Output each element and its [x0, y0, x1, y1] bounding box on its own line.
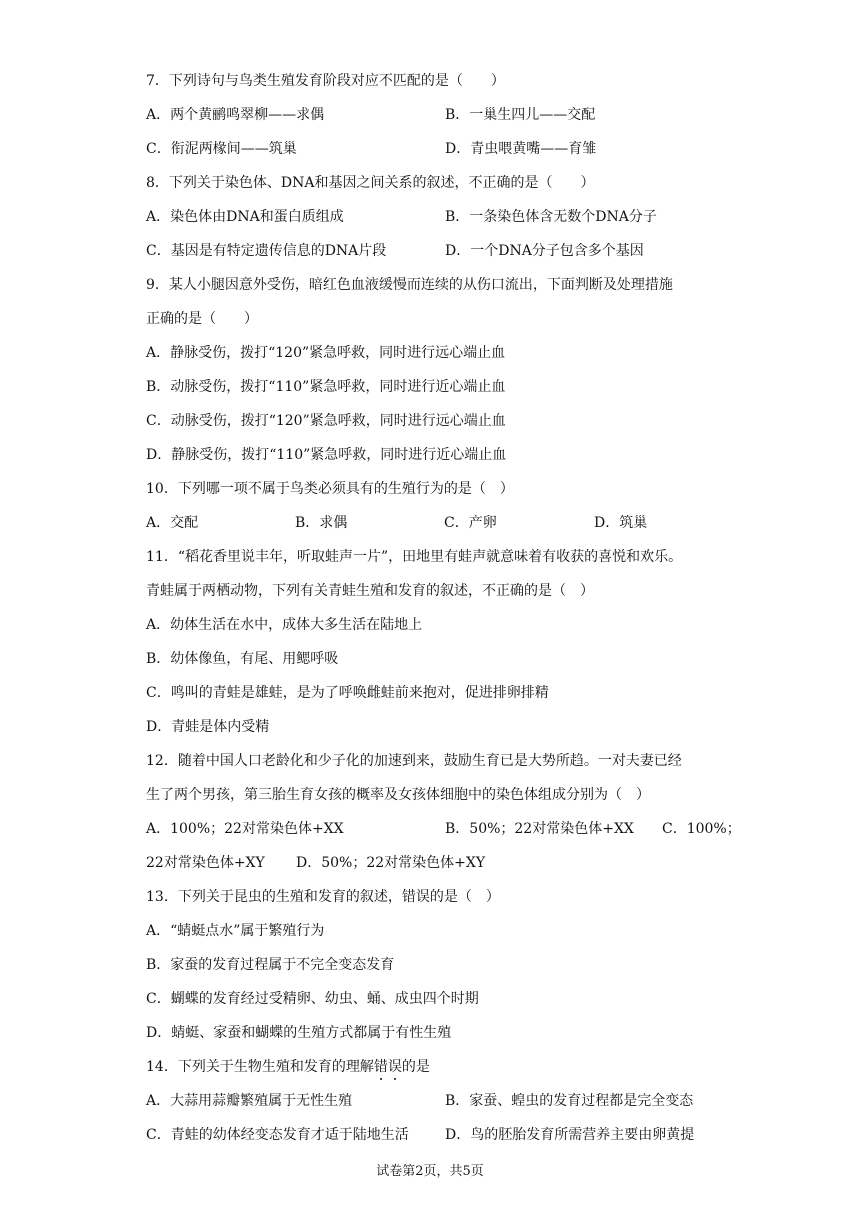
option-c-part2: 22对常染色体+XY [146, 855, 265, 871]
option-a: A．100%；22对常染色体+XX [146, 821, 344, 837]
question-13-option-b: B．家蚕的发育过程属于不完全变态发育 [146, 957, 395, 973]
question-8-options-row2 [146, 241, 746, 261]
question-9-option-d: D．静脉受伤，拨打“110”紧急呼救，同时进行近心端止血 [146, 447, 507, 463]
option-d: D．鸟的胚胎发育所需营养主要由卵黄提 [445, 1127, 695, 1143]
option-d: D．一个DNA分子包含多个基因 [445, 243, 644, 259]
option-a: A．染色体由DNA和蛋白质组成 [146, 209, 344, 225]
option-d: D．50%；22对常染色体+XY [296, 855, 486, 871]
question-7-stem: 7．下列诗句与鸟类生殖发育阶段对应不匹配的是（ ） [146, 73, 505, 89]
question-11-stem-line1: 11．“稻花香里说丰年，听取蛙声一片”，田地里有蛙声就意味着有收获的喜悦和欢乐。 [146, 549, 683, 565]
question-8-options-row1 [146, 207, 746, 227]
emphasis-char: 误 [387, 1059, 402, 1075]
question-10-options [146, 513, 746, 533]
question-10-stem: 10．下列哪一项不属于鸟类必须具有的生殖行为的是（ ） [146, 481, 514, 497]
option-b: B．一巢生四儿——交配 [445, 107, 596, 123]
question-11-option-d: D．青蛙是体内受精 [146, 719, 270, 735]
option-c-part1: C．100%； [662, 821, 741, 837]
question-11-option-a: A．幼体生活在水中，成体大多生活在陆地上 [146, 617, 423, 633]
option-a: A．交配 [146, 515, 199, 531]
option-c: C．青蛙的幼体经变态发育才适于陆地生活 [146, 1127, 409, 1143]
question-14-options-row1 [146, 1091, 746, 1111]
question-9-stem-line2: 正确的是（ ） [146, 311, 258, 327]
question-11-stem-line2: 青蛙属于两栖动物，下列有关青蛙生殖和发育的叙述，不正确的是（ ） [146, 583, 594, 599]
question-12-options-row2 [146, 853, 746, 873]
question-12-stem-line1: 12．随着中国人口老龄化和少子化的加速到来，鼓励生育已是大势所趋。一对夫妻已经 [146, 753, 682, 769]
question-9-option-a: A．静脉受伤，拨打“120”紧急呼救，同时进行远心端止血 [146, 345, 506, 361]
question-12-options-row1 [146, 819, 746, 839]
option-c: C．衔泥两椽间——筑巢 [146, 141, 297, 157]
option-b: B．家蚕、蝗虫的发育过程都是完全变态 [445, 1093, 694, 1109]
question-13-option-c: C．蝴蝶的发育经过受精卵、幼虫、蛹、成虫四个时期 [146, 991, 479, 1007]
question-12-stem-line2: 生了两个男孩，第三胎生育女孩的概率及女孩体细胞中的染色体组成分别为（ ） [146, 787, 650, 803]
option-b: B．一条染色体含无数个DNA分子 [445, 209, 657, 225]
option-a: A．大蒜用蒜瓣繁殖属于无性生殖 [146, 1093, 353, 1109]
option-d: D．筑巢 [594, 515, 648, 531]
option-b: B．50%；22对常染色体+XX [445, 821, 634, 837]
question-7-options-row2 [146, 139, 746, 159]
question-9-option-c: C．动脉受伤，拨打“120”紧急呼救，同时进行远心端止血 [146, 413, 506, 429]
question-8-stem: 8．下列关于染色体、DNA和基因之间关系的叙述，不正确的是（ ） [146, 175, 595, 191]
question-9-option-b: B．动脉受伤，拨打“110”紧急呼救，同时进行近心端止血 [146, 379, 506, 395]
question-14-stem-pre: 14．下列关于生物生殖和发育的理解 [146, 1059, 374, 1075]
option-d: D．青虫喂黄嘴——育雏 [445, 141, 597, 157]
option-a: A．两个黄鹂鸣翠柳——求偶 [146, 107, 325, 123]
question-9-stem-line1: 9．某人小腿因意外受伤，暗红色血液缓慢而连续的从伤口流出，下面判断及处理措施 [146, 277, 673, 293]
option-c: C．基因是有特定遗传信息的DNA片段 [146, 243, 387, 259]
page-footer: 试卷第2页，共5页 [376, 1164, 484, 1179]
question-7-options-row1 [146, 105, 746, 125]
emphasis-char: 错 [373, 1059, 388, 1075]
question-13-option-d: D．蜻蜓、家蚕和蝴蝶的生殖方式都属于有性生殖 [146, 1025, 452, 1041]
question-11-option-b: B．幼体像鱼，有尾、用鳃呼吸 [146, 651, 339, 667]
question-13-stem: 13．下列关于昆虫的生殖和发育的叙述，错误的是（ ） [146, 889, 500, 905]
question-14-options-row2 [146, 1125, 746, 1145]
option-b: B．求偶 [295, 515, 348, 531]
question-14-stem-post: 的是 [401, 1059, 430, 1075]
question-13-option-a: A．“蜻蜓点水”属于繁殖行为 [146, 923, 325, 939]
question-11-option-c: C．鸣叫的青蛙是雄蛙，是为了呼唤雌蛙前来抱对，促进排卵排精 [146, 685, 549, 701]
question-14-stem [146, 1057, 746, 1077]
option-c: C．产卵 [444, 515, 497, 531]
